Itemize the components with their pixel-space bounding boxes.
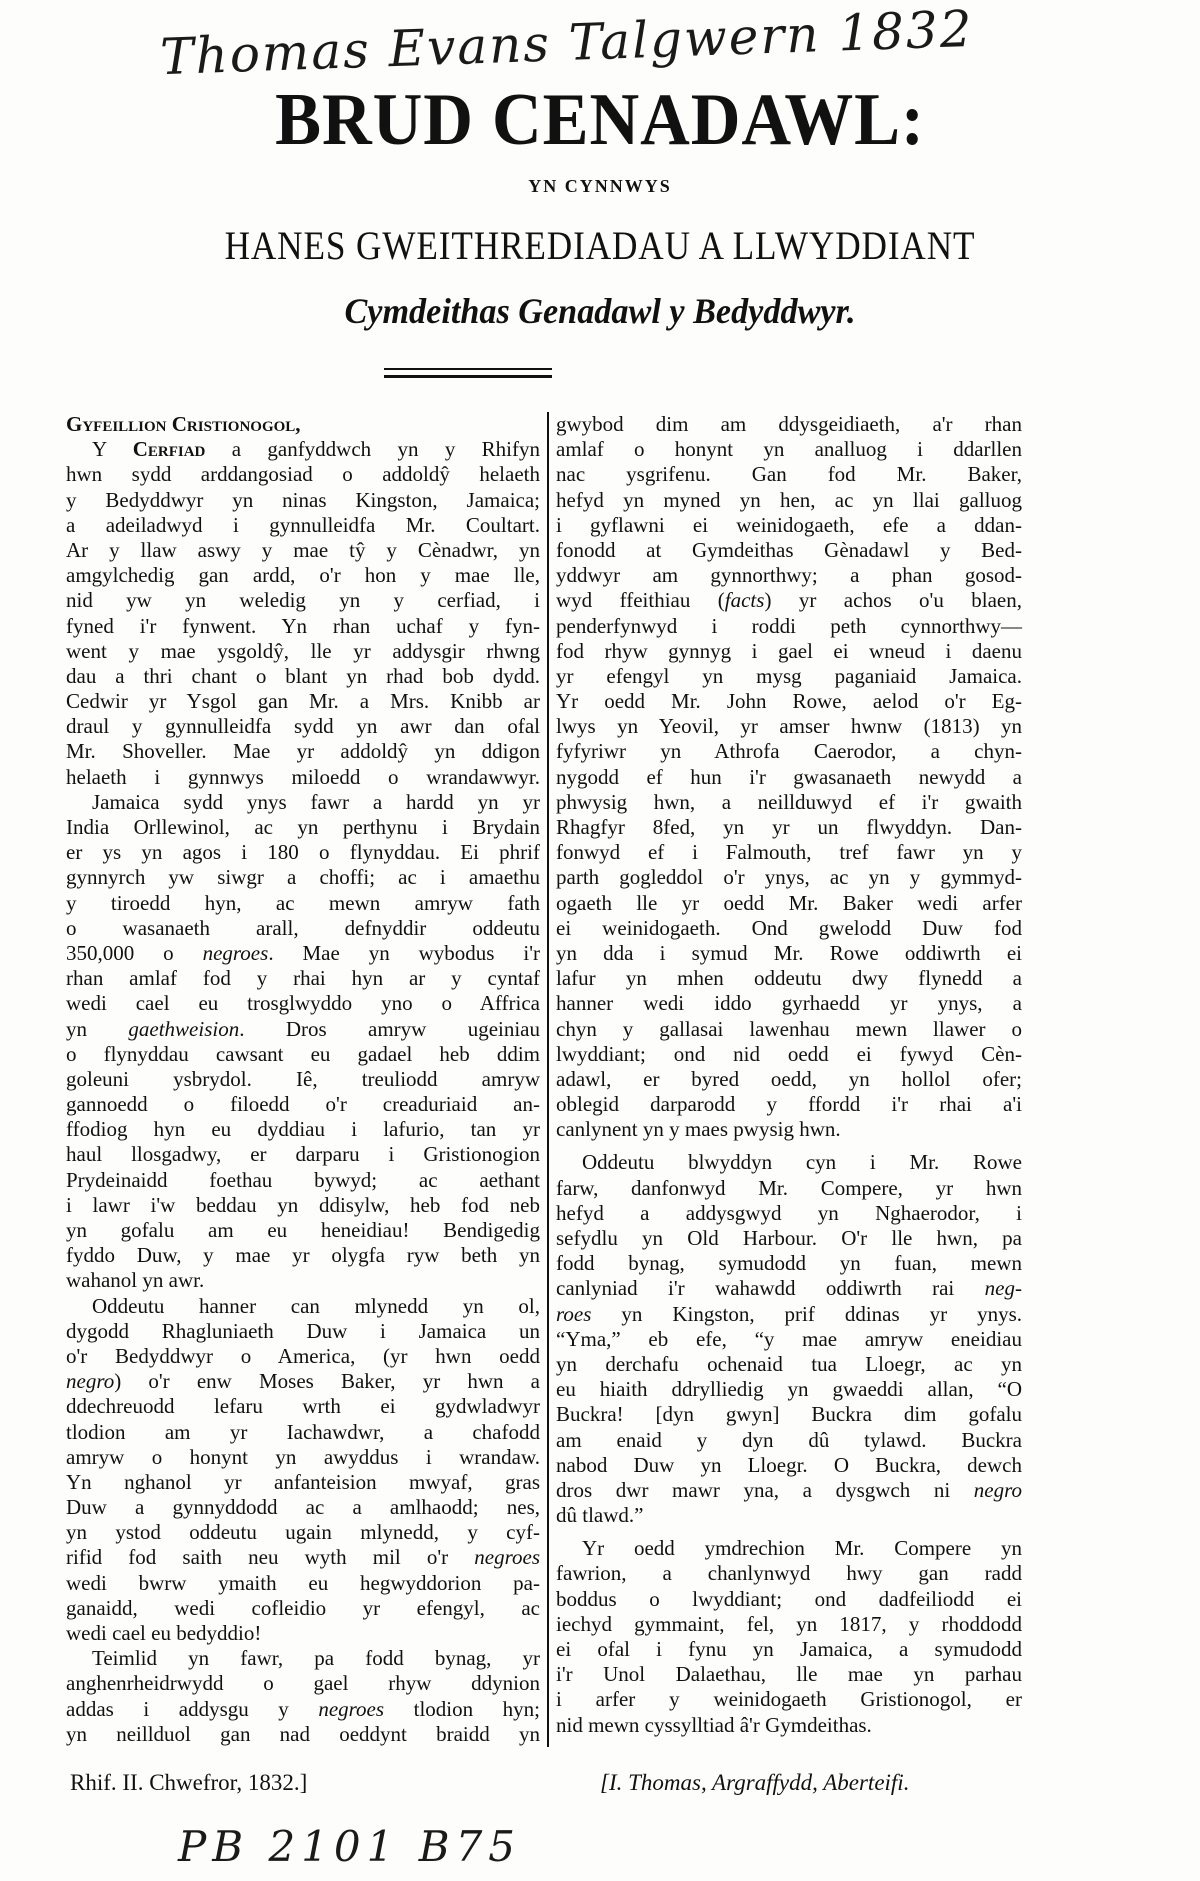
text-line: lwyddiant; ond nid oedd ei fywyd Cèn- — [556, 1041, 1022, 1066]
text-line: er ys yn agos i 180 o flynyddau. Ei phrif — [66, 840, 540, 865]
text-line: o wasanaeth arall, defnyddir oddeutu — [66, 915, 540, 940]
text-line: wahanol yn awr. — [66, 1268, 205, 1293]
text-line: hefyd a addysgwyd yn Nghaerodor, i — [556, 1200, 1022, 1225]
text-line: Gyfeillion Cristionogol, — [66, 412, 301, 436]
text-line: phwysig hwn, a neillduwyd ef i'r gwaith — [556, 789, 1022, 814]
text-line: 350,000 o negroes. Mae yn wybodus i'r — [66, 940, 541, 965]
text-line: Ar y llaw aswy y mae tŷ y Cènadwr, yn — [66, 537, 540, 562]
text-line: amryw o honynt yn awyddus i wrandaw. — [66, 1444, 540, 1469]
text-column-left — [66, 412, 540, 1747]
text-line: anghenrheidrwydd o gael rhyw ddynion — [66, 1671, 540, 1696]
text-line: sefydlu yn Old Harbour. O'r lle hwn, pa — [556, 1226, 1022, 1250]
issue-date: Rhif. II. Chwefror, 1832.] — [70, 1770, 308, 1795]
text-line: ffodiog hyn eu dyddiau i lafurio, tan yr — [66, 1117, 540, 1142]
text-line: went y mae ysgoldŷ, lle yr addysgir rhwng — [66, 638, 540, 663]
text-line: y tiroedd hyn, ac mewn amryw fath — [66, 890, 540, 915]
text-line: dygodd Rhagluniaeth Duw i Jamaica un — [66, 1318, 540, 1343]
text-line: ogaeth lle yr oedd Mr. Baker wedi arfer — [556, 890, 1022, 915]
text-line: Oddeutu blwyddyn cyn i Mr. Rowe — [582, 1150, 1022, 1175]
text-line: farw, danfonwyd Mr. Compere, yr hwn — [556, 1175, 1022, 1200]
text-line: nygodd ef hun i'r gwasanaeth newydd a — [556, 764, 1022, 789]
text-line: nid mewn cyssylltiad â'r Gymdeithas. — [556, 1712, 872, 1737]
text-line: gwybod dim am ddysgeidiaeth, a'r rhan — [556, 412, 1022, 436]
text-line: nac ysgrifenu. Gan fod Mr. Baker, — [556, 462, 1022, 487]
text-line: yr efengyl yn mysg paganiaid Jamaica. — [556, 663, 1022, 688]
text-line: yn dda i symud Mr. Rowe oddiwrth ei — [556, 940, 1022, 965]
text-line: gannoedd o filoedd o'r creaduriaid an- — [66, 1092, 540, 1117]
text-line: adawl, er byred oedd, yn hollol ofer; — [556, 1066, 1022, 1091]
text-line: ei weinidogaeth. Ond gwelodd Duw fod — [556, 915, 1022, 940]
text-line: yn neillduol gan nad oeddynt braidd yn — [66, 1721, 540, 1746]
text-line: Cedwir yr Ysgol gan Mr. a Mrs. Knibb ar — [66, 689, 540, 714]
text-line: wyd ffeithiau (facts) yr achos o'u blaen, — [556, 588, 1022, 613]
text-line: Mr. Shoveller. Mae yr addoldŷ yn ddigon — [66, 739, 540, 764]
text-line: a adeiladwyd i gynnulleidfa Mr. Coultart. — [66, 512, 540, 537]
text-line: ei ofal i fynu yn Jamaica, a symudodd — [556, 1637, 1022, 1661]
text-line: yn gofalu am eu heneidiau! Bendigedig — [66, 1218, 540, 1242]
text-line: rifid fod saith neu wyth mil o'r negroes — [66, 1545, 540, 1570]
text-line: o flynyddau cawsant eu gadael heb ddim — [66, 1041, 540, 1066]
text-line: Duw a gynnyddodd ac a amlhaodd; nes, — [66, 1495, 540, 1520]
text-line: haul llosgadwy, er darparu i Gristionogion — [66, 1142, 540, 1167]
text-line: India Orllewinol, ac yn perthynu i Brydain — [66, 815, 540, 839]
text-line: dros dwr mawr yna, a dysgwch ni negro — [556, 1477, 1022, 1502]
text-line: fonwyd ef i Falmouth, tref fawr yn y — [556, 840, 1022, 865]
text-line: Buckra! [dyn gwyn] Buckra dim gofalu — [556, 1402, 1022, 1427]
text-line: gynnyrch yw siwgr a choffi; ac i amaethu — [66, 865, 540, 890]
printer-imprint: [I. Thomas, Argraffydd, Aberteifi. — [600, 1770, 910, 1795]
text-line: roes yn Kingston, prif ddinas yr ynys. — [556, 1301, 1022, 1326]
text-line: dû tlawd.” — [556, 1503, 644, 1528]
text-line: Rhagfyr 8fed, yn yr un flwyddyn. Dan- — [556, 815, 1022, 839]
text-line: dau a thri chant o blant yn rhad bob dydd. — [66, 663, 540, 688]
text-line: iechyd gymmaint, fel, yn 1817, y rhoddodd — [556, 1611, 1022, 1636]
text-line: amgylchedig gan ardd, o'r hon y mae lle, — [66, 563, 540, 588]
text-line: y Bedyddwyr yn ninas Kingston, Jamaica; — [66, 487, 540, 512]
page-title: BRUD CENADAWL: — [275, 79, 925, 161]
text-line: “Yma,” eb efe, “y mae amryw eneidiau — [556, 1326, 1022, 1351]
headline: HANES GWEITHREDIADAU A LLWYDDIANT — [224, 223, 976, 268]
text-line: penderfynwyd i roddi peth cynnorthwy— — [556, 613, 1022, 638]
text-line: rhan amlaf fod y rhai hyn ar y cyntaf — [66, 966, 540, 991]
text-line: Prydeinaidd foethau bywyd; ac aethant — [66, 1167, 540, 1192]
text-line: boddus o lwyddiant; ond dadfeiliodd ei — [556, 1586, 1022, 1611]
text-line: eu hiaith ddrylliedig yn gwaeddi allan, “O — [556, 1377, 1022, 1402]
text-line: o'r Bedyddwyr o America, (yr hwn oedd — [66, 1343, 540, 1368]
text-line: i gyflawni ei weinidogaeth, efe a ddan- — [556, 512, 1022, 537]
text-line: i'r Unol Dalaethau, lle mae yn parhau — [556, 1662, 1022, 1687]
text-line: hwn sydd arddangosiad o addoldŷ helaeth — [66, 462, 540, 487]
text-line: wedi bwrw ymaith eu hegwyddorion pa- — [66, 1570, 540, 1595]
text-line: amlaf o honynt yn analluog i ddarllen — [556, 437, 1022, 462]
handwritten-owner-inscription: Thomas Evans Talgwern 1832 — [159, 0, 975, 87]
text-line: yddwyr am gynnorthwy; a phan gosod- — [556, 563, 1022, 588]
text-line: fawrion, a chanlynwyd hwy gan radd — [556, 1561, 1022, 1586]
text-line: yn gaethweision. Dros amryw ugeiniau — [66, 1016, 540, 1041]
text-line: yn ystod oddeutu ugain mlynedd, y cyf- — [66, 1520, 540, 1545]
text-line: Yn nghanol yr anfanteision mwyaf, gras — [66, 1469, 540, 1494]
text-line: hanner wedi iddo gyrhaedd yr ynys, a — [556, 991, 1022, 1016]
text-line: chyn y gallasai lawenhau mewn llawer o — [556, 1016, 1022, 1041]
text-line: i arfer y weinidogaeth Gristionogol, er — [556, 1687, 1022, 1712]
text-column-right — [556, 412, 1022, 1738]
text-line: am enaid y dyn dû tylawd. Buckra — [556, 1427, 1022, 1452]
text-line: goleuni ysbrydol. Iê, treuliodd amryw — [66, 1066, 540, 1091]
society-name: Cymdeithas Genadawl y Bedyddwyr. — [344, 291, 856, 331]
text-line: fodd bynag, symudodd yn fuan, mewn — [556, 1251, 1022, 1276]
text-line: fyddo Duw, y mae yr olygfa ryw beth yn — [66, 1243, 540, 1268]
text-line: i lawr i'w beddau yn ddisylw, heb fod neb — [66, 1192, 540, 1217]
text-line: nid yw yn weledig yn y cerfiad, i — [66, 588, 540, 613]
text-line: tlodion am yr Iachawdwr, a chafodd — [66, 1419, 540, 1444]
text-line: Jamaica sydd ynys fawr a hardd yn yr — [92, 789, 540, 814]
text-line: ganaidd, wedi cofleidio yr efengyl, ac — [66, 1595, 540, 1620]
text-line: addas i addysgu y negroes tlodion hyn; — [66, 1696, 540, 1721]
text-line: Teimlid yn fawr, pa fodd bynag, yr — [92, 1646, 540, 1671]
text-line: parth gogleddol o'r ynys, ac yn y gymmyd- — [556, 865, 1022, 890]
text-line: fyfyriwr yn Athrofa Caerodor, a chyn- — [556, 739, 1022, 764]
text-line: canlyniad i'r wahawdd oddiwrth rai neg- — [556, 1276, 1022, 1301]
text-line: negro) o'r enw Moses Baker, yr hwn a — [66, 1369, 540, 1394]
handwritten-shelfmark: PB 2101 B75 — [178, 1822, 522, 1871]
text-line: helaeth i gynnwys miloedd o wrandawwyr. — [66, 764, 540, 789]
text-line: yn derchafu ochenaid tua Lloegr, ac yn — [556, 1351, 1022, 1376]
text-line: Yr oedd ymdrechion Mr. Compere yn — [582, 1536, 1022, 1561]
text-line: Oddeutu hanner can mlynedd yn ol, — [92, 1293, 540, 1318]
text-line: fonodd at Gymdeithas Gènadawl y Bed- — [556, 537, 1022, 562]
text-line: nabod Duw yn Lloegr. O Buckra, dewch — [556, 1452, 1022, 1477]
text-line: lafur yn mhen oddeutu dwy flynedd a — [556, 966, 1022, 991]
text-line: hefyd yn myned yn hen, ac yn llai galluog — [556, 487, 1022, 512]
text-line: draul y gynnulleidfa sydd yn awr dan ofal — [66, 714, 540, 739]
text-line: oblegid darparodd y ffordd i'r rhai a'i — [556, 1092, 1022, 1117]
text-line: ddechreuodd lefaru wrth ei gydwladwyr — [66, 1394, 540, 1419]
text-line: wedi cael eu bedyddio! — [66, 1621, 262, 1645]
subtitle: YN CYNNWYS — [528, 176, 672, 196]
text-line: canlynent yn y maes pwysig hwn. — [556, 1117, 841, 1142]
text-line: fod rhyw gynnyg i gael ei wneud i daenu — [556, 638, 1022, 663]
text-line: lwys yn Yeovil, yr amser hwnw (1813) yn — [556, 714, 1022, 739]
text-line: Y Cerfiad a ganfyddwch yn y Rhifyn — [92, 437, 540, 462]
text-line: wedi cael eu trosglwyddo yno o Affrica — [66, 991, 540, 1016]
ornamental-rule — [384, 368, 552, 380]
column-divider — [547, 412, 549, 1747]
text-line: fyned i'r fynwent. Yn rhan uchaf y fyn- — [66, 613, 540, 638]
text-line: Yr oedd Mr. John Rowe, aelod o'r Eg- — [556, 689, 1022, 714]
